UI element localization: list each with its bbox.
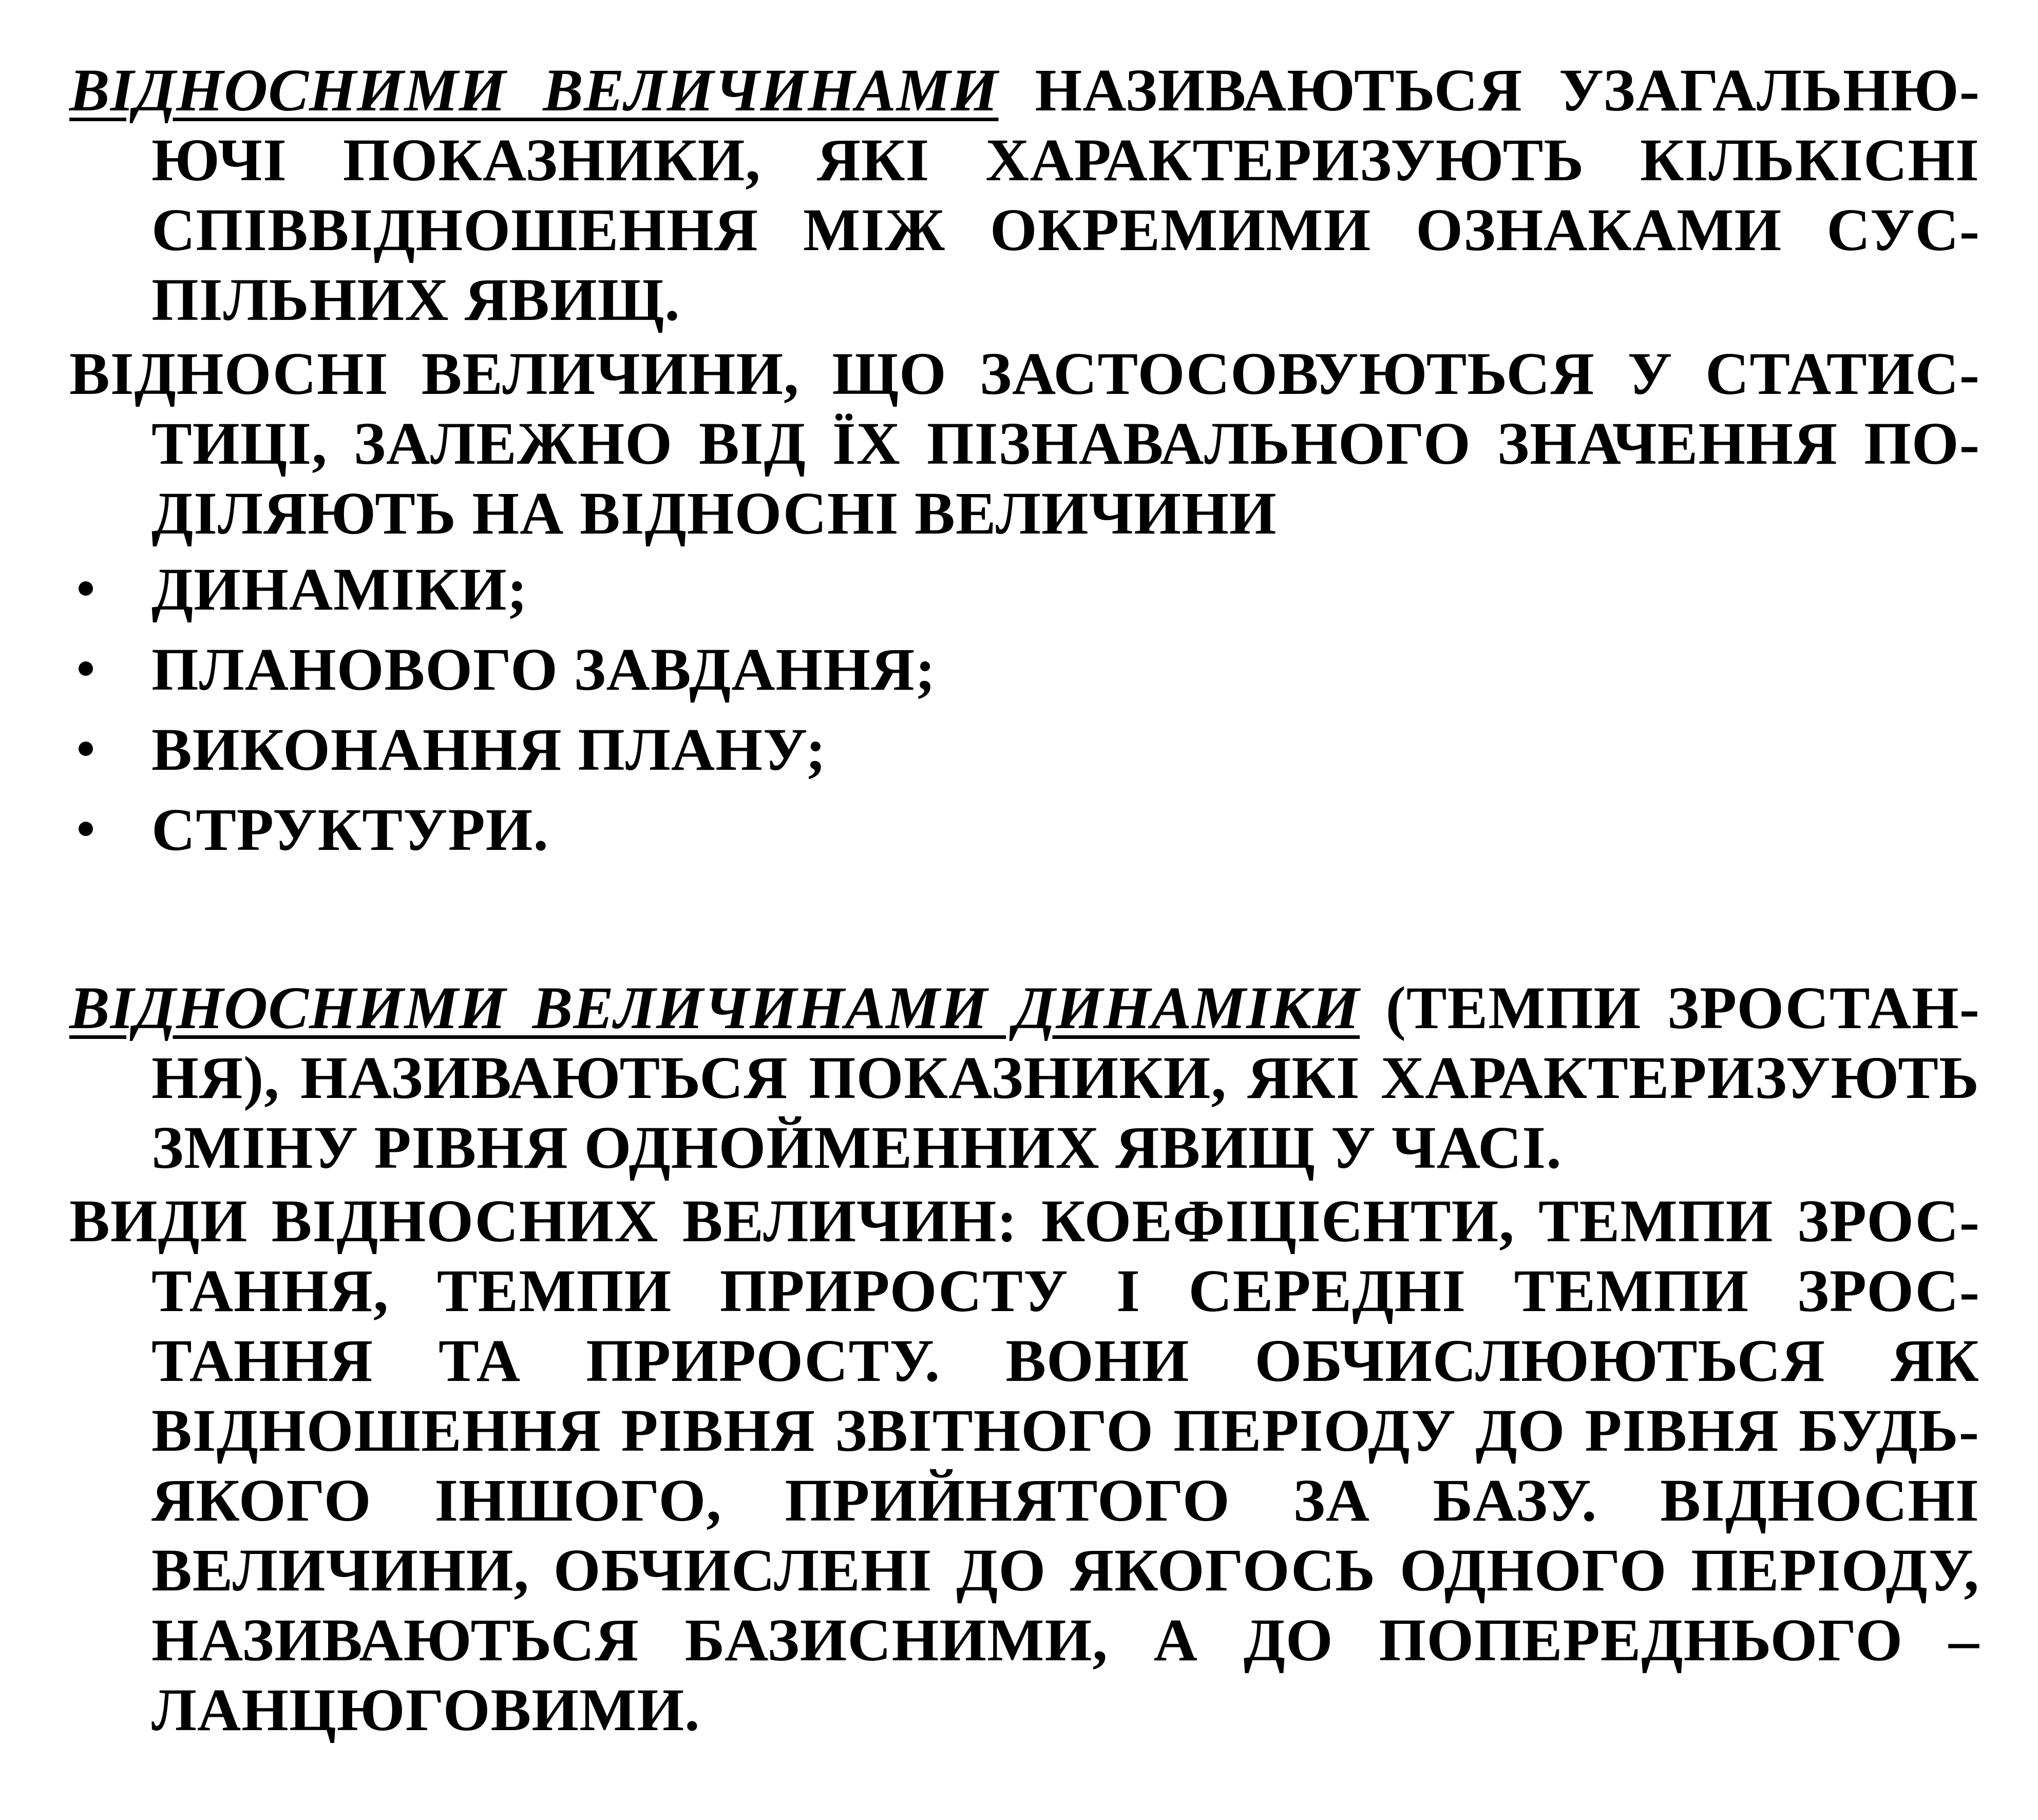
bullet-icon	[79, 742, 93, 756]
definition-text: НАЗИВАЮТЬСЯ УЗАГАЛЬНЮЮЧІ ПОКАЗНИКИ, ЯКІ ХАРАКТЕРИЗУЮТЬ КІЛЬКІСНІ СПІВВІДНОШЕННЯ МІЖ ОКРЕМИМИ ОЗНАКАМИ СУСПІЛЬНИХ ЯВИЩ.	[151, 56, 1979, 333]
bullet-icon	[79, 581, 93, 596]
list-item	[69, 795, 1979, 875]
kinds-text: ВИДИ ВІДНОСНИХ ВЕЛИЧИН: КОЕФІЦІЄНТИ, ТЕМПИ ЗРОСТАННЯ, ТЕМПИ ПРИРОСТУ І СЕРЕДНІ ТЕМПИ ЗРОСТАННЯ ТА ПРИРОСТУ. ВОНИ ОБЧИСЛЮЮТЬСЯ ЯК ВІДНОШЕННЯ РІВНЯ ЗВІТНОГО ПЕРІОДУ ДО РІВНЯ БУДЬ-ЯКОГО ІНШОГО, ПРИЙНЯТОГО ЗА БАЗУ. ВІДНОСНІ ВЕЛИЧИНИ, ОБЧИСЛЕНІ ДО ЯКОГОСЬ ОДНОГО ПЕРІОДУ, НАЗИВАЮТЬСЯ БАЗИСНИМИ, А ДО ПОПЕРЕДНЬОГО – ЛАНЦЮГОВИМИ.	[69, 1187, 1979, 1743]
bullet-icon	[79, 822, 93, 836]
definition-text: (ТЕМПИ ЗРОСТАННЯ), НАЗИВАЮТЬСЯ ПОКАЗНИКИ, ЯКІ ХАРАКТЕРИЗУЮТЬ ЗМІНУ РІВНЯ ОДНОЙМЕННИХ ЯВИЩ У ЧАСІ.	[151, 974, 1979, 1181]
definition-relative-values	[69, 55, 1979, 335]
list-item	[69, 635, 1979, 715]
types-list	[69, 555, 1979, 875]
bullet-icon	[79, 661, 93, 676]
definition-dynamics	[69, 973, 1979, 1183]
list-item	[69, 715, 1979, 795]
kinds-paragraph	[69, 1186, 1979, 1745]
list-item-label: ПЛАНОВОГО ЗАВДАННЯ;	[151, 636, 936, 703]
classification-paragraph	[69, 339, 1979, 548]
classification-text: ВІДНОСНІ ВЕЛИЧИНИ, ЩО ЗАСТОСОВУЮТЬСЯ У СТАТИСТИЦІ, ЗАЛЕЖНО ВІД ЇХ ПІЗНАВАЛЬНОГО ЗНАЧЕННЯ ПОДІЛЯЮТЬ НА ВІДНОСНІ ВЕЛИЧИНИ	[69, 340, 1979, 547]
list-item-label: ДИНАМІКИ;	[151, 556, 528, 623]
definition-term: ВІДНОСНИМИ ВЕЛИЧИНАМИ	[69, 56, 999, 124]
definition-term: ВІДНОСНИМИ ВЕЛИЧИНАМИ ДИНАМІКИ	[69, 974, 1360, 1041]
list-item-label: ВИКОНАННЯ ПЛАНУ;	[151, 716, 827, 783]
list-item	[69, 555, 1979, 635]
list-item-label: СТРУКТУРИ.	[151, 796, 549, 863]
